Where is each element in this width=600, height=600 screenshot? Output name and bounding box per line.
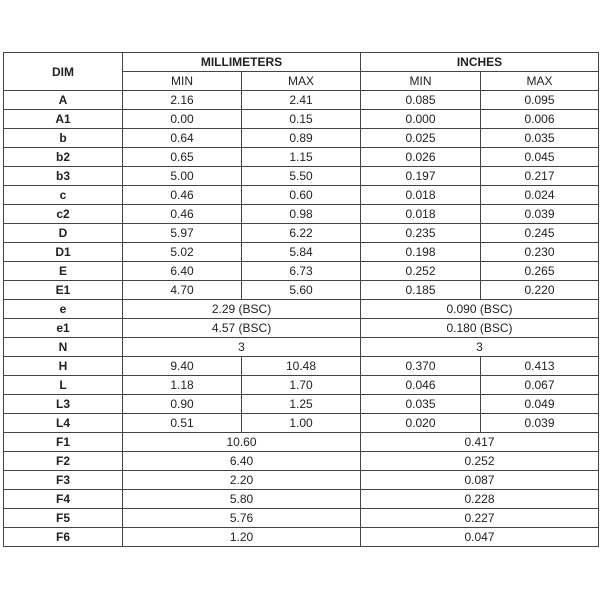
dim-cell: F2	[4, 452, 123, 471]
in-min-cell: 0.000	[361, 110, 481, 129]
in-max-cell: 0.049	[481, 395, 599, 414]
mm-min-cell: 9.40	[123, 357, 242, 376]
in-min-cell: 0.046	[361, 376, 481, 395]
mm-min-cell: 0.51	[123, 414, 242, 433]
table-row	[4, 205, 599, 224]
in-min-cell: 0.025	[361, 129, 481, 148]
dim-cell: F4	[4, 490, 123, 509]
mm-min-cell: 0.90	[123, 395, 242, 414]
in-max-cell: 0.039	[481, 205, 599, 224]
in-max-cell: 0.035	[481, 129, 599, 148]
in-min-cell: 0.370	[361, 357, 481, 376]
in-max-cell: 0.230	[481, 243, 599, 262]
mm-max-cell: 2.41	[242, 91, 361, 110]
in-value-cell: 0.417	[361, 433, 599, 452]
mm-value-cell: 5.80	[123, 490, 361, 509]
dim-cell: L	[4, 376, 123, 395]
header-mm-max: MAX	[242, 72, 361, 91]
mm-max-cell: 0.98	[242, 205, 361, 224]
in-max-cell: 0.039	[481, 414, 599, 433]
table-row	[4, 281, 599, 300]
mm-max-cell: 1.15	[242, 148, 361, 167]
in-min-cell: 0.020	[361, 414, 481, 433]
mm-max-cell: 6.22	[242, 224, 361, 243]
header-dim: DIM	[4, 53, 123, 91]
header-millimeters: MILLIMETERS	[123, 53, 361, 72]
table-row	[4, 91, 599, 110]
table-row	[4, 509, 599, 528]
dim-cell: A	[4, 91, 123, 110]
mm-min-cell: 5.97	[123, 224, 242, 243]
in-value-cell: 3	[361, 338, 599, 357]
header-mm-min: MIN	[123, 72, 242, 91]
header-inches: INCHES	[361, 53, 599, 72]
in-min-cell: 0.018	[361, 186, 481, 205]
mm-min-cell: 0.46	[123, 205, 242, 224]
mm-value-cell: 2.29 (BSC)	[123, 300, 361, 319]
mm-value-cell: 5.76	[123, 509, 361, 528]
mm-min-cell: 6.40	[123, 262, 242, 281]
table-row	[4, 110, 599, 129]
dim-cell: c2	[4, 205, 123, 224]
mm-max-cell: 5.84	[242, 243, 361, 262]
dim-cell: e1	[4, 319, 123, 338]
in-value-cell: 0.180 (BSC)	[361, 319, 599, 338]
mm-max-cell: 0.89	[242, 129, 361, 148]
in-max-cell: 0.067	[481, 376, 599, 395]
mm-value-cell: 3	[123, 338, 361, 357]
dim-cell: D	[4, 224, 123, 243]
in-max-cell: 0.095	[481, 91, 599, 110]
dim-cell: E	[4, 262, 123, 281]
dim-cell: A1	[4, 110, 123, 129]
table-row	[4, 376, 599, 395]
in-min-cell: 0.018	[361, 205, 481, 224]
dim-cell: F1	[4, 433, 123, 452]
dim-cell: E1	[4, 281, 123, 300]
table-row	[4, 395, 599, 414]
table-row	[4, 243, 599, 262]
table-row	[4, 471, 599, 490]
dim-cell: b2	[4, 148, 123, 167]
mm-min-cell: 0.64	[123, 129, 242, 148]
dim-cell: b3	[4, 167, 123, 186]
dim-cell: D1	[4, 243, 123, 262]
in-min-cell: 0.252	[361, 262, 481, 281]
mm-min-cell: 5.02	[123, 243, 242, 262]
mm-value-cell: 10.60	[123, 433, 361, 452]
dim-cell: e	[4, 300, 123, 319]
mm-max-cell: 0.60	[242, 186, 361, 205]
dim-cell: c	[4, 186, 123, 205]
dim-cell: F3	[4, 471, 123, 490]
in-min-cell: 0.197	[361, 167, 481, 186]
mm-max-cell: 1.25	[242, 395, 361, 414]
table-row	[4, 338, 599, 357]
dim-cell: N	[4, 338, 123, 357]
in-max-cell: 0.413	[481, 357, 599, 376]
in-value-cell: 0.087	[361, 471, 599, 490]
header-row-groups	[4, 53, 599, 72]
mm-max-cell: 6.73	[242, 262, 361, 281]
dim-cell: F6	[4, 528, 123, 547]
in-max-cell: 0.006	[481, 110, 599, 129]
dim-cell: F5	[4, 509, 123, 528]
mm-min-cell: 2.16	[123, 91, 242, 110]
mm-max-cell: 1.70	[242, 376, 361, 395]
in-min-cell: 0.085	[361, 91, 481, 110]
mm-max-cell: 5.50	[242, 167, 361, 186]
table-row	[4, 528, 599, 547]
mm-value-cell: 2.20	[123, 471, 361, 490]
table-row	[4, 186, 599, 205]
mm-min-cell: 1.18	[123, 376, 242, 395]
mm-max-cell: 0.15	[242, 110, 361, 129]
table-row	[4, 452, 599, 471]
mm-value-cell: 4.57 (BSC)	[123, 319, 361, 338]
in-max-cell: 0.220	[481, 281, 599, 300]
table-row	[4, 262, 599, 281]
in-min-cell: 0.198	[361, 243, 481, 262]
in-max-cell: 0.265	[481, 262, 599, 281]
dim-cell: b	[4, 129, 123, 148]
in-value-cell: 0.090 (BSC)	[361, 300, 599, 319]
mm-min-cell: 5.00	[123, 167, 242, 186]
table-row	[4, 148, 599, 167]
mm-value-cell: 1.20	[123, 528, 361, 547]
in-value-cell: 0.047	[361, 528, 599, 547]
dim-cell: L3	[4, 395, 123, 414]
mm-max-cell: 1.00	[242, 414, 361, 433]
in-min-cell: 0.026	[361, 148, 481, 167]
mm-min-cell: 0.46	[123, 186, 242, 205]
mm-max-cell: 5.60	[242, 281, 361, 300]
mm-max-cell: 10.48	[242, 357, 361, 376]
in-max-cell: 0.024	[481, 186, 599, 205]
in-max-cell: 0.245	[481, 224, 599, 243]
header-in-max: MAX	[481, 72, 599, 91]
table-row	[4, 414, 599, 433]
in-min-cell: 0.235	[361, 224, 481, 243]
table-row	[4, 357, 599, 376]
header-in-min: MIN	[361, 72, 481, 91]
in-value-cell: 0.227	[361, 509, 599, 528]
dimensions-table	[3, 52, 599, 547]
in-max-cell: 0.217	[481, 167, 599, 186]
mm-min-cell: 0.65	[123, 148, 242, 167]
table-row	[4, 167, 599, 186]
table-row	[4, 490, 599, 509]
dim-cell: L4	[4, 414, 123, 433]
in-value-cell: 0.252	[361, 452, 599, 471]
table-row	[4, 433, 599, 452]
table-row	[4, 319, 599, 338]
dim-cell: H	[4, 357, 123, 376]
in-min-cell: 0.185	[361, 281, 481, 300]
mm-min-cell: 0.00	[123, 110, 242, 129]
table-row	[4, 224, 599, 243]
table-row	[4, 129, 599, 148]
in-value-cell: 0.228	[361, 490, 599, 509]
table-row	[4, 300, 599, 319]
in-min-cell: 0.035	[361, 395, 481, 414]
mm-value-cell: 6.40	[123, 452, 361, 471]
mm-min-cell: 4.70	[123, 281, 242, 300]
in-max-cell: 0.045	[481, 148, 599, 167]
